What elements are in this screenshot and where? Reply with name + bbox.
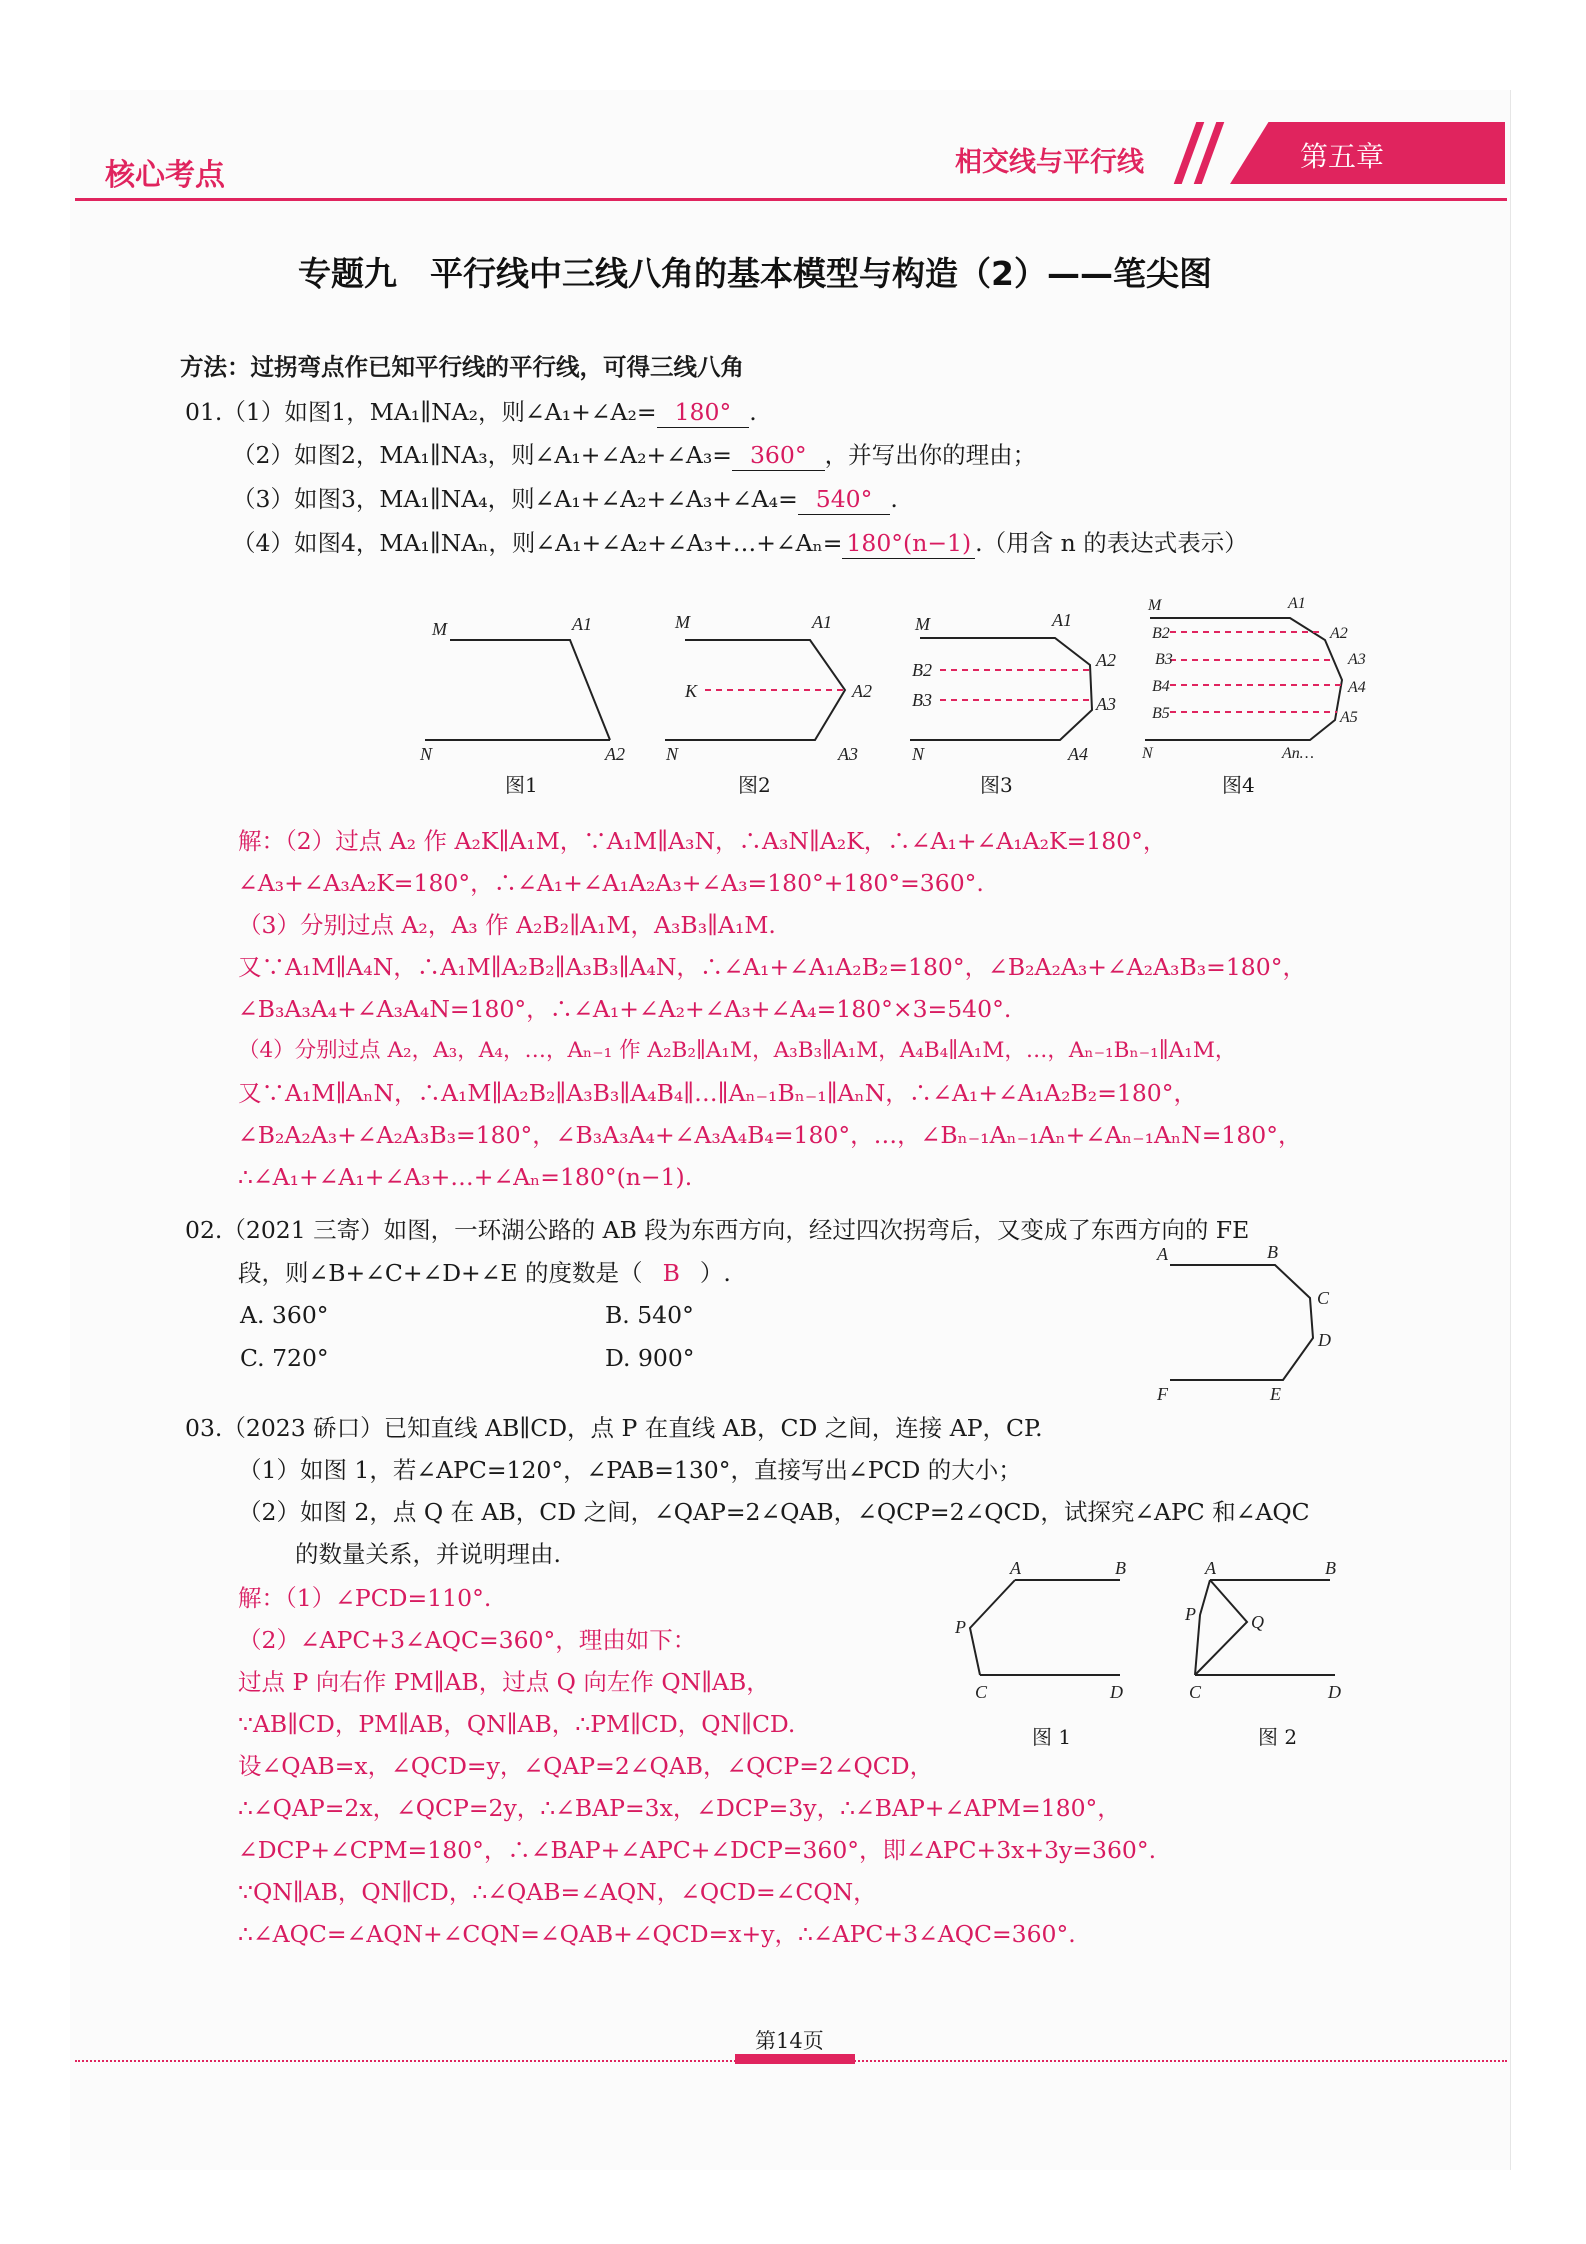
fig3-label-b2: B2 (912, 660, 932, 680)
q1-solution-line: 解：（2）过点 A₂ 作 A₂K∥A₁M，∵A₁M∥A₃N，∴A₃N∥A₂K，∴∠A₁+∠A₁A₂K=180°， (238, 827, 1167, 855)
q3-fig2-label-q: Q (1251, 1612, 1264, 1632)
fig1-label-n: N (420, 744, 433, 764)
fig4-label-b3: B3 (1155, 651, 1173, 668)
q3-fig1-label-d: D (1110, 1682, 1123, 1702)
q1-solution-line: ∴∠A₁+∠A₁+∠A₃+…+∠Aₙ=180°(n−1). (238, 1163, 693, 1191)
q1-part4-stem: （4）如图4，MA₁∥NAₙ，则∠A₁+∠A₂+∠A₃+…+∠Aₙ= (232, 529, 843, 557)
fig4-label-b4: B4 (1152, 678, 1170, 695)
q3-solution-line: 过点 P 向右作 PM∥AB，过点 Q 向左作 QN∥AB， (238, 1668, 770, 1696)
q3-fig1-label-b: B (1115, 1560, 1126, 1578)
q3-fig1-label-a: A (1010, 1560, 1021, 1578)
q1-part1-stem: 01.（1）如图1，MA₁∥NA₂，则∠A₁+∠A₂= (185, 398, 657, 426)
q3-figures (925, 1560, 1365, 1760)
fig4-label-a5: A5 (1340, 709, 1358, 726)
fig4-label-a4: A4 (1348, 679, 1366, 696)
q2-stem-line2 (238, 1258, 731, 1288)
fig4-caption: 图4 (1222, 773, 1255, 797)
q1-part2 (232, 440, 1036, 471)
q1-solution-line: ∠B₃A₃A₄+∠A₃A₄N=180°，∴∠A₁+∠A₂+∠A₃+∠A₄=180°×3=540°. (238, 995, 1012, 1023)
q2-option-b: B. 540° (605, 1301, 694, 1329)
q1-solution-line: （4）分别过点 A₂，A₃，A₄，…，Aₙ₋₁ 作 A₂B₂∥A₁M，A₃B₃∥A₁M，A₄B₄∥A₁M，…，Aₙ₋₁Bₙ₋₁∥A₁M， (238, 1038, 1237, 1063)
fig2-label-m: M (675, 612, 690, 632)
fig2-label-a3: A3 (838, 744, 858, 764)
fig4-label-a3: A3 (1348, 651, 1366, 668)
fig4-label-n: N (1142, 745, 1153, 762)
q1-part3 (232, 484, 898, 515)
q2-stem-end: ）. (699, 1259, 731, 1287)
q2-stem-line1: 02.（2021 三寄）如图，一环湖公路的 AB 段为东西方向，经过四次拐弯后，又变成了东西方向的 FE (185, 1216, 1250, 1244)
q3-solution-line: 设∠QAB=x，∠QCD=y，∠QAP=2∠QAB，∠QCP=2∠QCD， (238, 1752, 934, 1780)
fig1-label-a1: A1 (572, 614, 592, 634)
fig3-label-m: M (915, 614, 930, 634)
q3-part2: （2）如图 2，点 Q 在 AB，CD 之间，∠QAP=2∠QAB，∠QCP=2∠QCD，试探究∠APC 和∠AQC (238, 1498, 1310, 1526)
q3-fig2-label-b: B (1325, 1560, 1336, 1578)
q1-part2-answer: 360° (732, 440, 825, 471)
q3-fig1-label-p: P (955, 1617, 966, 1637)
q1-part1-end: . (749, 398, 757, 426)
q2-option-c: C. 720° (240, 1344, 329, 1372)
q2-label-c: C (1317, 1288, 1330, 1308)
q3-fig2-label-a: A (1205, 1560, 1216, 1578)
q2-figure (1145, 1240, 1375, 1420)
fig3-label-a3: A3 (1096, 694, 1116, 714)
fig1-caption: 图1 (505, 773, 538, 797)
q3-solution-line: ∴∠QAP=2x，∠QCP=2y，∴∠BAP=3x，∠DCP=3y，∴∠BAP+∠APM=180°， (238, 1794, 1121, 1822)
fig4-label-b5: B5 (1152, 705, 1170, 722)
q3-stem: 03.（2023 硚口）已知直线 AB∥CD，点 P 在直线 AB，CD 之间，连接 AP，CP. (185, 1414, 1043, 1442)
q1-part2-end: ，并写出你的理由； (824, 441, 1037, 469)
q1-figure-3 (910, 638, 1092, 740)
method-text: 方法：过拐弯点作已知平行线的平行线，可得三线八角 (180, 353, 744, 381)
q3-solution-line: ∵QN∥AB，QN∥CD，∴∠QAB=∠AQN，∠QCD=∠CQN， (238, 1878, 877, 1906)
fig4-label-an: An… (1282, 745, 1314, 762)
fig2-label-a2: A2 (852, 681, 872, 701)
q1-solution-line: ∠A₃+∠A₃A₂K=180°，∴∠A₁+∠A₁A₂A₃+∠A₃=180°+180°=360°. (238, 869, 984, 897)
q1-solution-line: ∠B₂A₂A₃+∠A₂A₃B₃=180°，∠B₃A₃A₄+∠A₃A₄B₄=180°，…，∠Bₙ₋₁Aₙ₋₁Aₙ+∠Aₙ₋₁AₙN=180°， (238, 1121, 1302, 1149)
q3-fig2-label-d: D (1328, 1682, 1341, 1702)
page-number: 第14页 (755, 2029, 824, 2053)
q1-part4 (232, 528, 1248, 559)
q2-label-a: A (1157, 1244, 1168, 1264)
q1-part2-stem: （2）如图2，MA₁∥NA₃，则∠A₁+∠A₂+∠A₃= (232, 441, 732, 469)
fig3-label-a4: A4 (1068, 744, 1088, 764)
fig3-label-b3: B3 (912, 690, 932, 710)
q3-solution-line: （2）∠APC+3∠AQC=360°，理由如下： (238, 1626, 697, 1654)
fig3-label-a1: A1 (1052, 610, 1072, 630)
q1-solution-line: 又∵A₁M∥AₙN，∴A₁M∥A₂B₂∥A₃B₃∥A₄B₄∥…∥Aₙ₋₁Bₙ₋₁∥AₙN，∴∠A₁+∠A₁A₂B₂=180°， (238, 1079, 1197, 1107)
q3-fig2-label-p: P (1185, 1604, 1196, 1624)
q1-figure-4 (1145, 618, 1342, 740)
q3-solution-line: ∠DCP+∠CPM=180°，∴∠BAP+∠APC+∠DCP=360°，即∠APC+3x+3y=360°. (238, 1836, 1157, 1864)
fig3-label-a2: A2 (1096, 650, 1116, 670)
chapter-label: 第五章 (1300, 140, 1385, 173)
q1-part4-end: .（用含 n 的表达式表示） (975, 529, 1248, 557)
q3-fig1-label-c: C (975, 1682, 988, 1702)
q2-label-e: E (1270, 1384, 1281, 1404)
page-title: 专题九 平行线中三线八角的基本模型与构造（2）——笔尖图 (298, 254, 1212, 293)
q3-fig2-label-c: C (1189, 1682, 1202, 1702)
q3-fig1-caption: 图 1 (1032, 1725, 1072, 1749)
q1-part3-stem: （3）如图3，MA₁∥NA₄，则∠A₁+∠A₂+∠A₃+∠A₄= (232, 485, 798, 513)
q2-option-d: D. 900° (605, 1344, 695, 1372)
q1-solution-line: （3）分别过点 A₂，A₃ 作 A₂B₂∥A₁M，A₃B₃∥A₁M. (238, 911, 776, 939)
q2-answer: B (662, 1259, 680, 1287)
q3-solution-line: ∵AB∥CD，PM∥AB，QN∥AB，∴PM∥CD，QN∥CD. (238, 1710, 796, 1738)
footer-bar (735, 2054, 855, 2064)
fig4-label-b2: B2 (1152, 625, 1170, 642)
q1-part4-answer: 180°(n−1) (842, 528, 975, 559)
fig4-label-a1: A1 (1288, 595, 1306, 612)
q2-label-f: F (1157, 1384, 1168, 1404)
fig2-label-a1: A1 (812, 612, 832, 632)
fig1-label-m: M (432, 619, 447, 639)
q1-part3-answer: 540° (798, 484, 891, 515)
header-rule (75, 198, 1507, 201)
q2-label-b: B (1267, 1242, 1278, 1262)
q1-part3-end: . (890, 485, 898, 513)
fig3-label-n: N (912, 744, 925, 764)
q2-stem-text: 段，则∠B+∠C+∠D+∠E 的度数是（ (238, 1259, 643, 1287)
fig1-label-a2: A2 (605, 744, 625, 764)
fig3-caption: 图3 (980, 773, 1013, 797)
q1-solution-line: 又∵A₁M∥A₄N，∴A₁M∥A₂B₂∥A₃B₃∥A₄N，∴∠A₁+∠A₁A₂B₂=180°，∠B₂A₂A₃+∠A₂A₃B₃=180°， (238, 953, 1306, 981)
q3-part2-cont: 的数量关系，并说明理由. (295, 1540, 561, 1568)
q3-solution-line: ∴∠AQC=∠AQN+∠CQN=∠QAB+∠QCD=x+y，∴∠APC+3∠AQC=360°. (238, 1920, 1076, 1948)
q2-label-d: D (1318, 1330, 1331, 1350)
q1-part1 (185, 397, 757, 428)
fig4-label-m: M (1148, 597, 1162, 614)
q3-part1: （1）如图 1，若∠APC=120°，∠PAB=130°，直接写出∠PCD 的大小； (238, 1456, 1022, 1484)
q1-figures (400, 560, 1400, 800)
q3-fig2-caption: 图 2 (1258, 1725, 1298, 1749)
section-label: 核心考点 (105, 158, 225, 193)
fig4-label-a2: A2 (1330, 625, 1348, 642)
fig2-label-k: K (685, 681, 698, 701)
fig2-caption: 图2 (738, 773, 771, 797)
topic-label: 相交线与平行线 (955, 147, 1144, 178)
q3-solution-line: 解：（1）∠PCD=110°. (238, 1584, 492, 1612)
q1-part1-answer: 180° (657, 397, 750, 428)
q2-option-a: A. 360° (240, 1301, 329, 1329)
fig2-label-n: N (666, 744, 679, 764)
q3-figure-1 (970, 1580, 1120, 1675)
q3-figure-2 (1195, 1580, 1335, 1675)
q1-figure-1 (425, 640, 610, 740)
